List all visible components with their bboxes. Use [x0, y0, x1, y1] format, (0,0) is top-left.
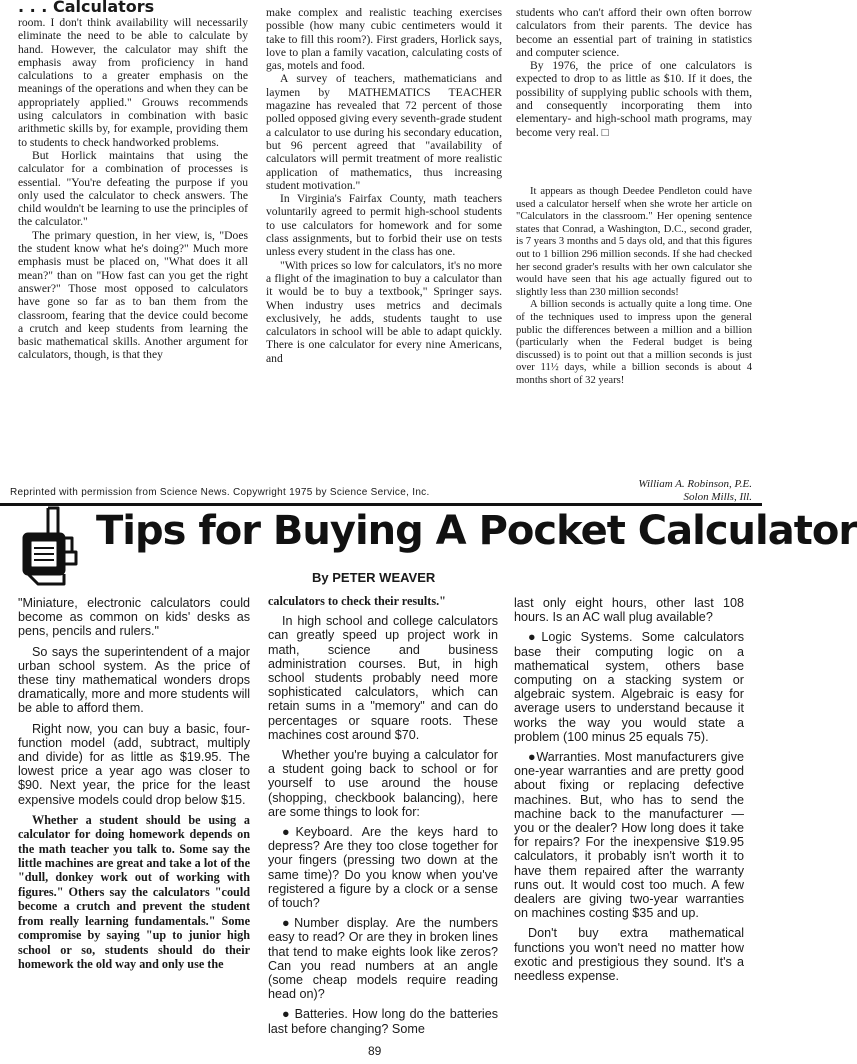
letter-signature — [520, 478, 752, 504]
top-article-column-2 — [266, 6, 502, 365]
signature-place: Solon Mills, Ill. — [683, 491, 752, 503]
paragraph: ●Number display. Are the numbers easy to read? Or are they in broken lines that tend to make eights look like zeros? Can you read numbers at an angle (some cheap models require reading head on)? — [268, 916, 498, 1002]
paragraph: ●Logic Systems. Some calculators base their computing logic on a mathematical system, others base computing on a stacking system or algebraic system. Algebraic is easy for average users to understand because it works the way you would state a problem (100 minus 25 equals 75). — [514, 630, 744, 744]
paragraph-bold: Whether a student should be using a calculator for doing homework depends on the math teacher you talk to. Some say the little machines are great and take a lot of the "dull, donkey work out of working with figures." Others say the calculators "could become a crutch and prevent the student from really learning fundamentals." Some compromise by saying "up to junior high school or so, students should do their homework the old way and only use the — [18, 812, 250, 971]
paragraph: A survey of teachers, mathematicians and laymen by MATHEMATICS TEACHER magazine has revealed that 72 percent of those polled opposed giving every seventh-grade student a calculator to use during his secondary education, but 96 percent agreed that "availability of calculators will permit treatment of more realistic application of mathematics, thus increasing student motivation." — [266, 72, 503, 192]
main-article-column-2 — [268, 594, 498, 1042]
letter-paragraph: It appears as though Deedee Pendleton could have used a calculator herself when she wrote her article on "Calculators in the classroom." Her opening sentence states that Conrad, a Washington, D.C., second grader, is 7 years 3 months and 5 days old, and that this figures out to 1 billion 296 million seconds. If she had checked her second grader's results with her own calculator she would have seen that his age actually figured out to slightly less than 230 million seconds! — [516, 186, 752, 298]
paragraph: By 1976, the price of one calculators is expected to drop to as little as $10. If it does, the possibility of supplying public schools with them, and consequently incorporating them into elementary- and high-school math programs, may become very real. □ — [516, 59, 752, 139]
paragraph: Right now, you can buy a basic, four-function model (add, subtract, multiply and divide) for as little as $19.95. The lowest price a year ago was closer to $90. Next year, the price for the least expensive models could drop below $15. — [18, 721, 250, 807]
paragraph: make complex and realistic teaching exercises possible (how many cubic centimeters would it take to fill this room?). First graders, Horlick says, love to plan a family vacation, calculating costs of gas, motels and food. — [266, 6, 502, 73]
paragraph: ●Keyboard. Are the keys hard to depress? Are they too close together for your fingers (pressing two down at the same time)? Do you know when you've registered a figure by a clock or a sense of touch? — [268, 825, 498, 911]
section-heading: . . . Calculators — [18, 0, 155, 16]
hand-pointing-icon — [14, 504, 86, 586]
paragraph-bold: calculators to check their results." — [268, 594, 446, 608]
top-article-column-1 — [18, 16, 248, 362]
section-divider — [0, 503, 762, 506]
paragraph: But Horlick maintains that using the calculator for a combination of processes is essential. "You're defeating the purpose if you only used the calculator to check answers. The child wouldn't be learning to use the principles of the calculator." — [18, 148, 248, 229]
page-number: 89 — [368, 1044, 382, 1058]
main-article-column-1 — [18, 596, 250, 977]
paragraph: The primary question, in her view, is, "Does the student know what he's doing?" Much more emphasis must be placed on, "What does it all mean?" than on "How fast can you get the right answer?" Those most opposed to calculators have gone so far as to ban them from the classroom, fearing that the device could become a crutch and keep students from learning the basic mathematical skills. Another argument for calculators, though, is that they — [18, 228, 248, 362]
letter-to-editor — [516, 186, 752, 388]
paragraph: ●Warranties. Most manufacturers give one-year warranties and are pretty good about fixing or replacing defective machines. But, who has to send the machine back to the manufacturer — you or the dealer? How long does it take for repairs? For the inexpensive $19.95 calculators, it probably isn't worth it to have them repaired after the warranty runs out. It would cost too much. A few dealers are giving two-year warranties on machines costing $35 and up. — [514, 750, 744, 921]
paragraph: In Virginia's Fairfax County, math teachers voluntarily agreed to permit high-school students to use calculators for homework and for some class assignments, but to forbid their use on tests unless every student in the class has one. — [266, 192, 502, 259]
main-article-column-3 — [514, 596, 744, 989]
paragraph: In high school and college calculators can greatly speed up project work in math, science and business administration courses. But, in high school students probably need more sophisticated calculators, which can retain sums in a "memory" and can do percentages or square roots. These machines cost around $70. — [268, 614, 498, 742]
paragraph: ● Batteries. How long do the batteries last before changing? Some — [268, 1007, 498, 1036]
paragraph: "With prices so low for calculators, it's no more a flight of the imagination to buy a calculator than it would be to buy a textbook," Springer says. When industry uses metrics and decimals exclusively, he adds, students taught to use calculators in school will be able to adapt quickly. There is one calculator for every nine Americans, and — [266, 258, 502, 365]
reprint-credit: Reprinted with permission from Science News. Copywright 1975 by Science Service, Inc. — [10, 487, 430, 498]
byline: By PETER WEAVER — [312, 570, 436, 585]
signature-name: William A. Robinson, P.E. — [638, 478, 752, 490]
letter-paragraph: A billion seconds is actually quite a long time. One of the techniques used to impress upon the general public the differences between a million and a billion (particularly when the Federal budget is being discussed) is to point out that a million seconds is just over 11½ days, while a billion seconds is about 4 months short of 32 years! — [516, 299, 752, 386]
top-article-column-3 — [516, 6, 752, 139]
paragraph: room. I don't think availability will necessarily eliminate the need to be able to calculate by hand. However, the calculator may shift the emphasis away from proficiency in hand calculations to a greater emphasis on the meanings of the operations and when they can be appropriately applied." Grouws recommends using calculators in combination with basic arithmetic skills by, for example, providing them to students to check handworked problems. — [18, 16, 248, 149]
paragraph: Don't buy extra mathematical functions you won't need no matter how exotic and prestigious they sound. It's a needless expense. — [514, 926, 744, 984]
paragraph: Whether you're buying a calculator for a student going back to school or for yourself to use around the house (shopping, checkbook balancing), here are some things to look for: — [268, 748, 498, 819]
paragraph: "Miniature, electronic calculators could become as common on kids' desks as pens, pencils and rulers." — [18, 596, 250, 639]
article-title: Tips for Buying A Pocket Calculator — [96, 508, 857, 554]
paragraph: So says the superintendent of a major urban school system. As the price of these tiny mathematical wonders drops dramatically, more and more students will be able to afford them. — [18, 644, 250, 716]
paragraph: students who can't afford their own often borrow calculators from their parents. The device has become an essential part of training in statistics and computer science. — [516, 6, 752, 59]
paragraph: last only eight hours, other last 108 hours. Is an AC wall plug available? — [514, 596, 744, 625]
